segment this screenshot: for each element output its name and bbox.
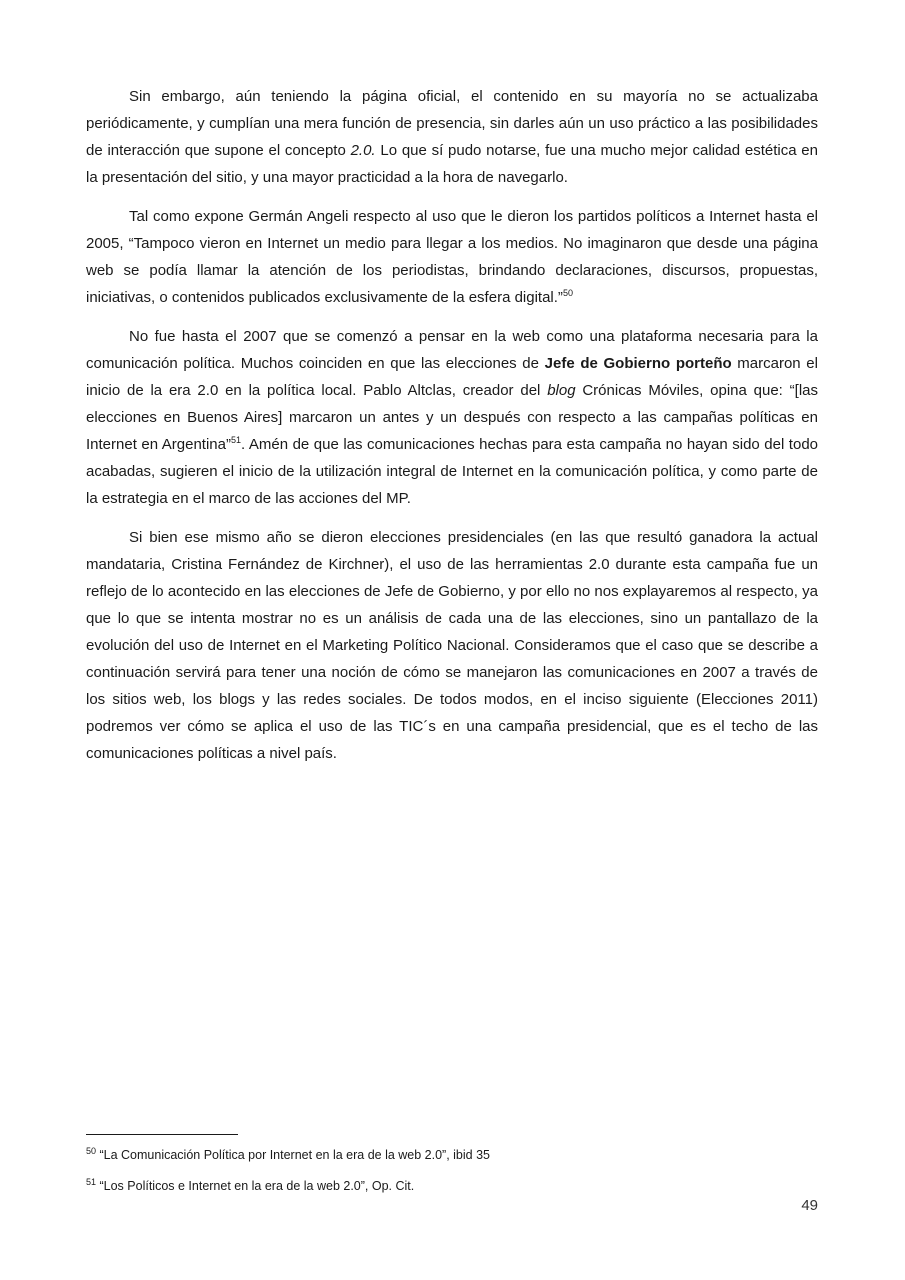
paragraph-3-text-mid: marcaron el inicio de la era 2.0 en la política local. Pablo Altclas, creador del bbox=[86, 355, 818, 399]
footnote-text: “La Comunicación Política por Internet en la era de la web 2.0”, ibid 35 bbox=[96, 1148, 490, 1162]
paragraph-3-text-quote: Crónicas Móviles, opina que: “[las elecciones en Buenos Aires] marcaron un antes y un después con respecto a las campañas políticas en Internet en Argentina” bbox=[86, 382, 818, 453]
paragraph-2-text: Tal como expone Germán Angeli respecto al uso que le dieron los partidos políticos a Internet hasta el 2005, “Tampoco vieron en Internet un medio para llegar a los medios. No imaginaron que desde una página web se podía llamar la atención de los periodistas, brindando declaraciones, discursos, propuestas, iniciativas, o contenidos publicados exclusivamente de la esfera digital.” bbox=[86, 208, 818, 306]
footnotes bbox=[86, 1146, 818, 1208]
paragraph-1-text: Sin embargo, aún teniendo la página oficial, el contenido en su mayoría no se actualizaba periódicamente, y cumplían una mera función de presencia, sin darles aún un uso práctico a las posibilidades de interacción que supone el concepto bbox=[86, 88, 818, 159]
paragraph-4-text: Si bien ese mismo año se dieron elecciones presidenciales (en las que resultó ganadora la actual mandataria, Cristina Fernández de Kirchner), el uso de las herramientas 2.0 durante esta campaña fue un reflejo de lo acontecido en las elecciones de Jefe de Gobierno, y por ello no nos explayaremos al respecto, ya que lo que se intenta mostrar no es un análisis de cada una de las elecciones, sino un pantallazo de la evolución del uso de Internet en el Marketing Político Nacional. Consideramos que el caso que se describe a continuación servirá para tener una noción de cómo se manejaron las comunicaciones en 2007 a través de los sitios web, los blogs y las redes sociales. De todos modos, en el inciso siguiente (Elecciones 2011) podremos ver cómo se aplica el uso de las TIC´s en una campaña presidencial, que es el techo de las comunicaciones políticas a nivel país. bbox=[86, 529, 818, 762]
paragraph-3-bold-term: Jefe de Gobierno porteño bbox=[544, 355, 732, 372]
paragraph-1-italic-concept: 2.0. bbox=[350, 142, 376, 159]
paragraph-3-italic-blog: blog bbox=[547, 382, 576, 399]
paragraph-3-text: No fue hasta el 2007 que se comenzó a pensar en la web como una plataforma necesaria para la comunicación política. Muchos coinciden en que las elecciones de bbox=[86, 328, 818, 372]
footnote-text: “Los Políticos e Internet en la era de la web 2.0”, Op. Cit. bbox=[96, 1179, 415, 1193]
footnote-ref-50[interactable]: 50 bbox=[562, 288, 573, 298]
paragraph-4 bbox=[86, 524, 818, 767]
footnote-ref-51[interactable]: 51 bbox=[230, 435, 241, 445]
paragraph-3-text-end: . Amén de que las comunicaciones hechas para esta campaña no hayan sido del todo acabadas, sugieren el inicio de la utilización integral de Internet en la comunicación política, y como parte de la estrategia en el marco de las acciones del MP. bbox=[86, 436, 819, 507]
paragraph-3 bbox=[86, 323, 818, 512]
paragraph-2 bbox=[86, 203, 818, 311]
paragraph-1-text-end: Lo que sí pudo notarse, fue una mucho mejor calidad estética en la presentación del sitio, y una mayor practicidad a la hora de navegarlo. bbox=[86, 142, 818, 186]
page-number: 49 bbox=[801, 1197, 818, 1214]
footnote-number: 50 bbox=[86, 1145, 97, 1156]
paragraph-1 bbox=[86, 83, 818, 191]
footnote-51 bbox=[86, 1177, 818, 1195]
footnote-number: 51 bbox=[86, 1176, 97, 1187]
footnote-separator bbox=[86, 1134, 238, 1135]
footnote-50 bbox=[86, 1146, 818, 1164]
body-text bbox=[86, 83, 818, 779]
